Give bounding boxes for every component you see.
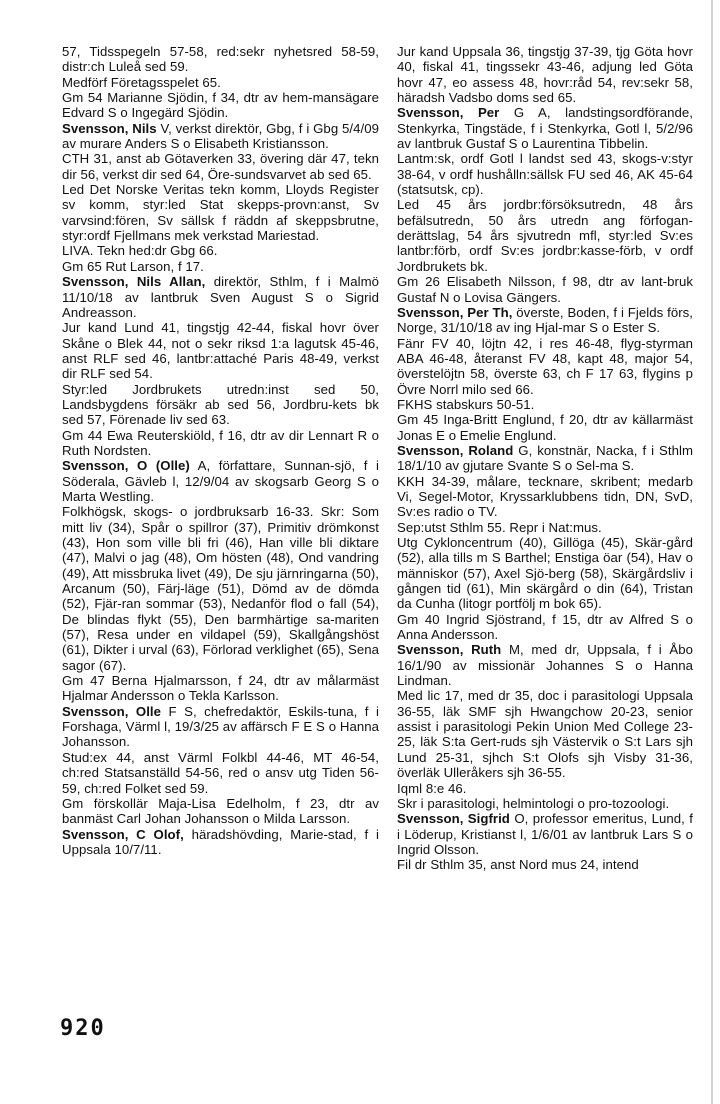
entry-text: häradshövding, Marie-stad, f i Uppsala 10/7/11. — [62, 826, 380, 857]
biography-entry-paragraph — [397, 688, 693, 780]
entry-text: 57, Tidsspegeln 57-58, red:sekr nyhetsred 58-59, distr:ch Luleå sed 59. — [62, 44, 379, 75]
biography-entry-paragraph — [397, 274, 693, 305]
biography-entry-paragraph — [397, 796, 693, 811]
entry-text: G A, landstingsordförande, Stenkyrka, Tingstäde, f i Stenkyrka, Gotl l, 5/2/96 av lantbruk Gustaf S o Laurentina Tibbelin. — [397, 105, 693, 152]
page-number: 920 — [60, 1016, 106, 1041]
biography-entry-heading-paragraph — [397, 443, 693, 474]
entry-text: Gm 54 Marianne Sjödin, f 34, dtr av hem-mansägare Edvard S o Ingegärd Sjödin. — [62, 90, 379, 121]
entry-text: V, verkst direktör, Gbg, f i Gbg 5/4/09 av murare Anders S o Elisabeth Kristiansson. — [62, 120, 379, 152]
biography-entry-paragraph — [62, 673, 379, 704]
biography-entry-paragraph — [62, 243, 379, 258]
entry-text: Iqml 8:e 46. — [397, 780, 467, 796]
biography-entry-paragraph — [397, 535, 693, 612]
entry-text: M, med dr, Uppsala, f i Åbo 16/1/90 av missionär Johannes S o Hanna Lindman. — [397, 642, 693, 689]
entry-text: F S, chefredaktör, Eskils-tuna, f i Forshaga, Värml l, 19/3/25 av affärsch F E S o Hanna Johansson. — [62, 703, 379, 750]
entry-text: Medförf Företagsspelet 65. — [62, 74, 221, 90]
biography-entry-paragraph — [397, 44, 693, 105]
entry-name: Svensson, Nils Allan, — [62, 274, 206, 290]
entry-text: Sep:utst Sthlm 55. Repr i Nat:mus. — [397, 519, 602, 535]
entry-text: CTH 31, anst ab Götaverken 33, övering där 47, tekn dir 56, verkst dir sed 64, Öre-sundsvarvet ab sed 65. — [62, 151, 379, 182]
biography-entry-heading-paragraph — [397, 811, 693, 857]
biography-entry-heading-paragraph — [397, 305, 693, 336]
entry-text: Led Det Norske Veritas tekn komm, Lloyds Register sv komm, styr:led Stat skepps-provn:anst, Sv varvsind:fören, Sv sällsk f räddn af skeppsbrutne, styr:ordf Fjellmans mek verkstad Mariestad. — [62, 182, 379, 244]
entry-text: Med lic 17, med dr 35, doc i parasitologi Uppsala 36-55, läk SMF sjh Hwangchow 20-23, senior assist i parasitologi Pekin Union Med College 23-25, läk S:ta Gert-ruds sjh Västervik o S:t Lars sjh Lund 25-31, sjhch S:t Olofs sjh Visby 31-36, överläk Ulleråkers sjh 36-55. — [397, 688, 693, 781]
entry-text: O, professor emeritus, Lund, f i Löderup, Kristianst l, 1/6/01 av lantbruk Lars S o Ingrid Olsson. — [397, 811, 693, 857]
scan-edge-line — [711, 0, 713, 1104]
entry-text: Skr i parasitologi, helmintologi o pro-tozoologi. — [397, 795, 670, 811]
biography-entry-paragraph — [62, 320, 379, 381]
entry-text: Fil dr Sthlm 35, anst Nord mus 24, intend — [397, 857, 639, 873]
entry-text: Gm 26 Elisabeth Nilsson, f 98, dtr av lant-bruk Gustaf N o Lovisa Gängers. — [397, 274, 693, 305]
entry-name: Svensson, Sigfrid — [397, 811, 510, 827]
biography-entry-heading-paragraph — [397, 105, 693, 151]
entry-name: Svensson, Per Th, — [397, 304, 513, 320]
entry-text: FKHS stabskurs 50-51. — [397, 396, 535, 412]
entry-text: Jur kand Lund 41, tingstjg 42-44, fiskal hovr över Skåne o Blek 44, not o sekr riksd 1:a lagutsk 45-46, anst RLF sed 46, lantbr:attaché Paris 48-49, verkst dir RLF sed 54. — [62, 320, 379, 382]
biography-entry-paragraph — [62, 750, 379, 796]
biography-entry-heading-paragraph — [62, 274, 379, 320]
entry-text: LIVA. Tekn hed:dr Gbg 66. — [62, 243, 218, 259]
entry-text: Jur kand Uppsala 36, tingstjg 37-39, tjg Göta hovr 40, fiskal 41, tingssekr 43-46, adjung led Göta hovr 47, eo assess 48, hovr:råd 54, rev:sekr 58, häradsh Vadsbo doms sed 65. — [397, 44, 693, 106]
biography-entry-paragraph — [397, 857, 693, 872]
biography-entry-paragraph — [397, 197, 693, 274]
entry-text: Styr:led Jordbrukets utredn:inst sed 50, Landsbygdens försäkr ab sed 56, Jordbru-kets bk sed 57, Förenade liv sed 63. — [62, 381, 379, 428]
biography-entry-paragraph — [62, 151, 379, 182]
biography-entry-paragraph — [397, 397, 693, 412]
biography-entry-paragraph — [397, 612, 693, 643]
biography-entry-paragraph — [397, 520, 693, 535]
biography-entry-heading-paragraph — [397, 642, 693, 688]
biography-entry-paragraph — [62, 182, 379, 243]
right-column — [397, 44, 693, 873]
biography-entry-paragraph — [397, 474, 693, 520]
biography-entry-paragraph — [397, 336, 693, 397]
biography-entry-heading-paragraph — [62, 121, 379, 152]
entry-name: Svensson, Olle — [62, 703, 162, 719]
entry-name: Svensson, C Olof, — [62, 826, 184, 842]
entry-text: direktör, Sthlm, f i Malmö 11/10/18 av lantbruk Sven August S o Sigrid Andreasson. — [62, 274, 379, 320]
biography-entry-paragraph — [62, 504, 379, 673]
biography-entry-paragraph — [62, 428, 379, 459]
entry-name: Svensson, Ruth — [397, 642, 502, 658]
entry-text: Gm 47 Berna Hjalmarsson, f 24, dtr av målarmäst Hjalmar Andersson o Tekla Karlsson. — [62, 673, 379, 704]
entry-text: Led 45 års jordbr:försöksutredn, 48 års befälsutredn, 50 års utredn ang förfogan-derättslag, 54 års sjvutredn mfl, styr:led Sv:es lantbr:förb, ordf Sv:es jordbr:kasse-förb, v ordf Jordbrukets bk. — [397, 197, 693, 274]
biography-entry-heading-paragraph — [62, 458, 379, 504]
entry-text: G, konstnär, Nacka, f i Sthlm 18/1/10 av gjutare Svante S o Sel-ma S. — [397, 442, 693, 474]
entry-name: Svensson, O (Olle) — [62, 458, 190, 474]
entry-text: Utg Cykloncentrum (40), Gillöga (45), Skär-gård (52), alla tills m S Barthel; Enstiga öar (54), Hav o människor (57), Axel Sjö-berg (58), Skärgårdsliv i gången tid (61), Min skärgård o din (64), Tristan da Cunha (litogr portfölj m bok 65). — [397, 535, 693, 612]
entry-text: Gm 40 Ingrid Sjöstrand, f 15, dtr av Alfred S o Anna Andersson. — [397, 611, 693, 643]
entry-text: KKH 34-39, målare, tecknare, skribent; medarb Vi, Segel-Motor, Kryssarklubbens tidn, DN, SvD, Sv:es radio o TV. — [397, 473, 693, 520]
biography-entry-paragraph — [62, 44, 379, 75]
biography-entry-paragraph — [62, 259, 379, 274]
entry-text: Fänr FV 40, löjtn 42, i res 46-48, flyg-styrman ABA 46-48, återanst FV 48, kapt 48, major 54, överstelöjtn 58, överste 63, ch F 17 63, flygins p Övre Norrl milo sed 66. — [397, 335, 693, 397]
biography-entry-heading-paragraph — [62, 704, 379, 750]
biography-entry-paragraph — [62, 382, 379, 428]
biography-entry-heading-paragraph — [62, 827, 379, 858]
entry-text: Gm 44 Ewa Reuterskiöld, f 16, dtr av dir Lennart R o Ruth Nordsten. — [62, 427, 379, 458]
entry-name: Svensson, Nils — [62, 120, 157, 136]
entry-text: Gm förskollär Maja-Lisa Edelholm, f 23, dtr av banmäst Carl Johan Johansson o Milda Larsson. — [62, 795, 379, 827]
entry-text: Gm 65 Rut Larson, f 17. — [62, 258, 204, 274]
entry-text: Folkhögsk, skogs- o jordbruksarb 16-33. Skr: Som mitt liv (34), Spår o spillror (37), Primitiv drömkonst (43), Hon som ville bli fri (46), Han ville bli diktare (47), Malvi o jag (48), Om hösten (48), Ond vandring (49), Att missbruka livet (49), De sju järnringarna (50), Arcanum (50), Färj-läge (51), Dömd av de dömda (52), Fjär-ran sommar (53), Nedanför flod o fall (54), De blindas flykt (55), Den barmhärtige sa-mariten (57), Resa under en vildapel (59), Skallgångshöst (61), Dikter i urval (63), Förlorad verklighet (65), Sena sagor (67). — [62, 504, 379, 673]
left-column — [62, 44, 379, 857]
biography-entry-paragraph — [397, 412, 693, 443]
entry-text: Lantm:sk, ordf Gotl l landst sed 43, skogs-v:styr 38-64, v ordf hushålln:sällsk FU sed 46, AK 45-64 (statsutsk, cp). — [397, 151, 693, 198]
entry-text: Stud:ex 44, anst Värml Folkbl 44-46, MT 46-54, ch:red Statsanställd 54-56, red o ansv utg Tiden 56-59, ch:red Folket sed 59. — [62, 749, 379, 796]
biography-entry-paragraph — [62, 90, 379, 121]
entry-text: Gm 45 Inga-Britt Englund, f 20, dtr av källarmäst Jonas E o Emelie Englund. — [397, 412, 693, 443]
entry-text: överste, Boden, f i Fjelds förs, Norge, 31/10/18 av ing Hjal-mar S o Ester S. — [397, 304, 693, 336]
biography-entry-paragraph — [397, 151, 693, 197]
entry-name: Svensson, Roland — [397, 442, 514, 458]
biography-entry-paragraph — [62, 75, 379, 90]
entry-name: Svensson, Per — [397, 105, 500, 121]
entry-text: A, författare, Sunnan-sjö, f i Söderala, Gävleb l, 12/9/04 av skogsarb Georg S o Marta Westling. — [62, 458, 380, 504]
biography-entry-paragraph — [62, 796, 379, 827]
biography-entry-paragraph — [397, 781, 693, 796]
